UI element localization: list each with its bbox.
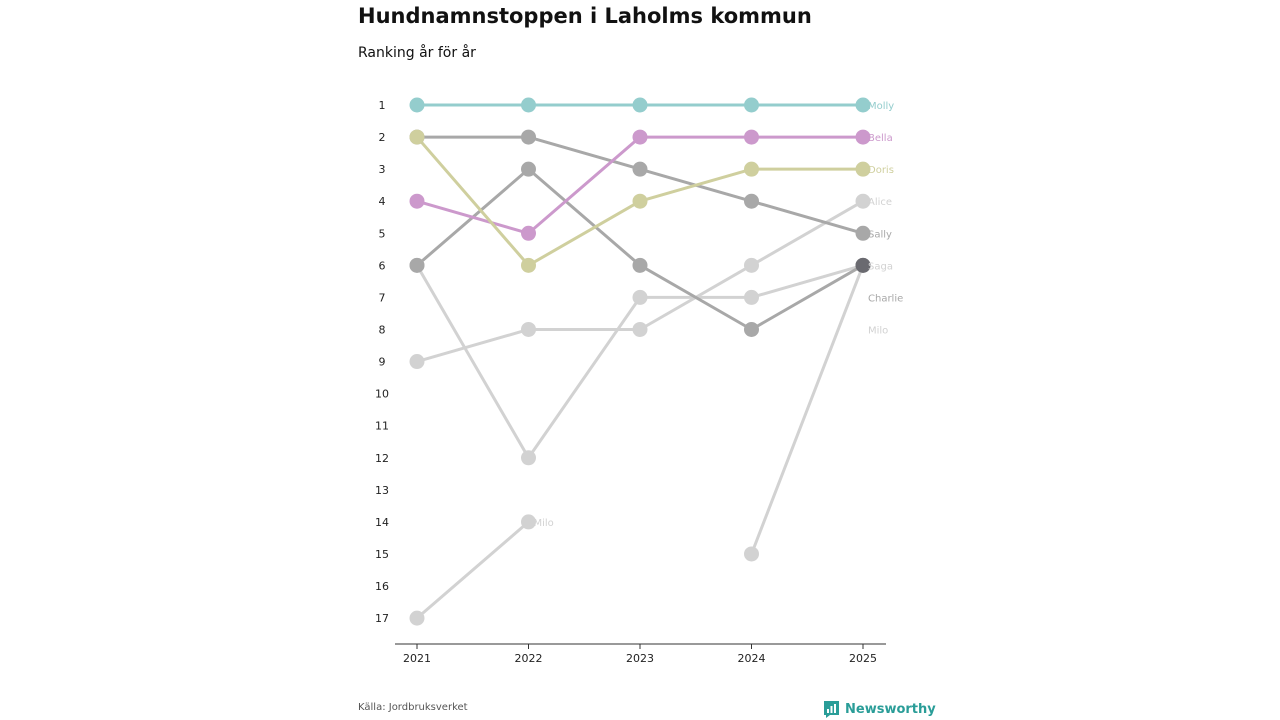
- y-tick-label-16: 16: [375, 580, 389, 594]
- data-point-charlie-2023: [633, 258, 648, 273]
- source-note: Källa: Jordbruksverket: [358, 702, 468, 713]
- data-point-sally-2022: [521, 130, 536, 145]
- series-line-bella: [417, 137, 863, 233]
- data-point-alice-2023: [633, 322, 648, 337]
- y-tick-label-12: 12: [375, 451, 389, 465]
- series-label-alice: Alice: [868, 197, 893, 209]
- brand-logo: [823, 700, 936, 719]
- y-tick-label-2: 2: [378, 131, 386, 145]
- data-point-milo-2021: [410, 611, 425, 626]
- data-point-bella-2021: [410, 194, 425, 209]
- series-line-charlie: [417, 169, 863, 329]
- data-point-molly-2021: [410, 98, 425, 113]
- series-points: [410, 98, 871, 626]
- y-tick-label-15: 15: [375, 547, 389, 561]
- series-label-milo: Milo: [868, 325, 889, 337]
- series-label-charlie: Charlie: [868, 293, 904, 305]
- x-tick-label-2022: 2022: [514, 652, 543, 665]
- y-tick-label-14: 14: [375, 515, 389, 529]
- series-line-milo: [417, 522, 529, 618]
- data-point-alice-2024: [744, 258, 759, 273]
- data-point-unnamed-8-2023: [633, 290, 648, 305]
- y-tick-label-9: 9: [378, 355, 386, 369]
- data-point-doris-2023: [633, 194, 648, 209]
- data-point-charlie-2021: [410, 258, 425, 273]
- data-point-molly-2023: [633, 98, 648, 113]
- y-tick-label-6: 6: [378, 259, 386, 273]
- data-point-alice-2021: [410, 354, 425, 369]
- y-tick-label-17: 17: [375, 612, 389, 626]
- x-tick-label-2024: 2024: [737, 652, 766, 665]
- y-tick-label-11: 11: [375, 419, 389, 433]
- series-lines: [417, 105, 863, 618]
- newsworthy-icon: [823, 700, 840, 719]
- x-tick-label-2025: 2025: [849, 652, 877, 665]
- data-point-charlie-2024: [744, 322, 759, 337]
- data-point-molly-2022: [521, 98, 536, 113]
- x-tick-label-2023: 2023: [626, 652, 654, 665]
- data-point-doris-2022: [521, 258, 536, 273]
- series-label-sally: Sally: [868, 229, 892, 241]
- series-label-saga: Saga: [868, 261, 893, 273]
- brand-name: Newsworthy: [845, 702, 936, 717]
- y-tick-label-1: 1: [378, 99, 386, 112]
- y-tick-label-7: 7: [378, 291, 386, 305]
- data-point-sally-2024: [744, 194, 759, 209]
- data-point-saga-2024: [744, 546, 759, 561]
- y-tick-label-5: 5: [378, 227, 386, 241]
- series-line-sally: [417, 137, 863, 233]
- inline-label-milo: Milo: [533, 517, 554, 529]
- data-point-molly-2024: [744, 98, 759, 113]
- y-tick-label-3: 3: [378, 163, 386, 177]
- y-tick-label-10: 10: [375, 387, 389, 401]
- series-label-doris: Doris: [868, 165, 894, 177]
- data-point-doris-2021: [410, 130, 425, 145]
- x-tick-label-2021: 2021: [403, 652, 431, 665]
- series-line-alice: [417, 201, 863, 361]
- data-point-bella-2022: [521, 226, 536, 241]
- axes: [375, 99, 889, 665]
- data-point-bella-2024: [744, 130, 759, 145]
- y-tick-label-8: 8: [378, 323, 386, 337]
- data-point-unnamed-8-2022: [521, 450, 536, 465]
- data-point-unnamed-8-2024: [744, 290, 759, 305]
- data-point-doris-2024: [744, 162, 759, 177]
- series-labels: [534, 101, 904, 529]
- y-tick-label-4: 4: [378, 195, 386, 209]
- series-label-bella: Bella: [868, 133, 893, 145]
- series-label-molly: Molly: [868, 101, 895, 112]
- data-point-sally-2023: [633, 162, 648, 177]
- chart-title: Hundnamnstoppen i Laholms kommun: [358, 4, 812, 28]
- data-point-charlie-2022: [521, 162, 536, 177]
- chart-subtitle: Ranking år för år: [358, 45, 476, 61]
- y-tick-label-13: 13: [375, 483, 389, 497]
- series-line-saga: [752, 265, 864, 554]
- data-point-alice-2022: [521, 322, 536, 337]
- data-point-bella-2023: [633, 130, 648, 145]
